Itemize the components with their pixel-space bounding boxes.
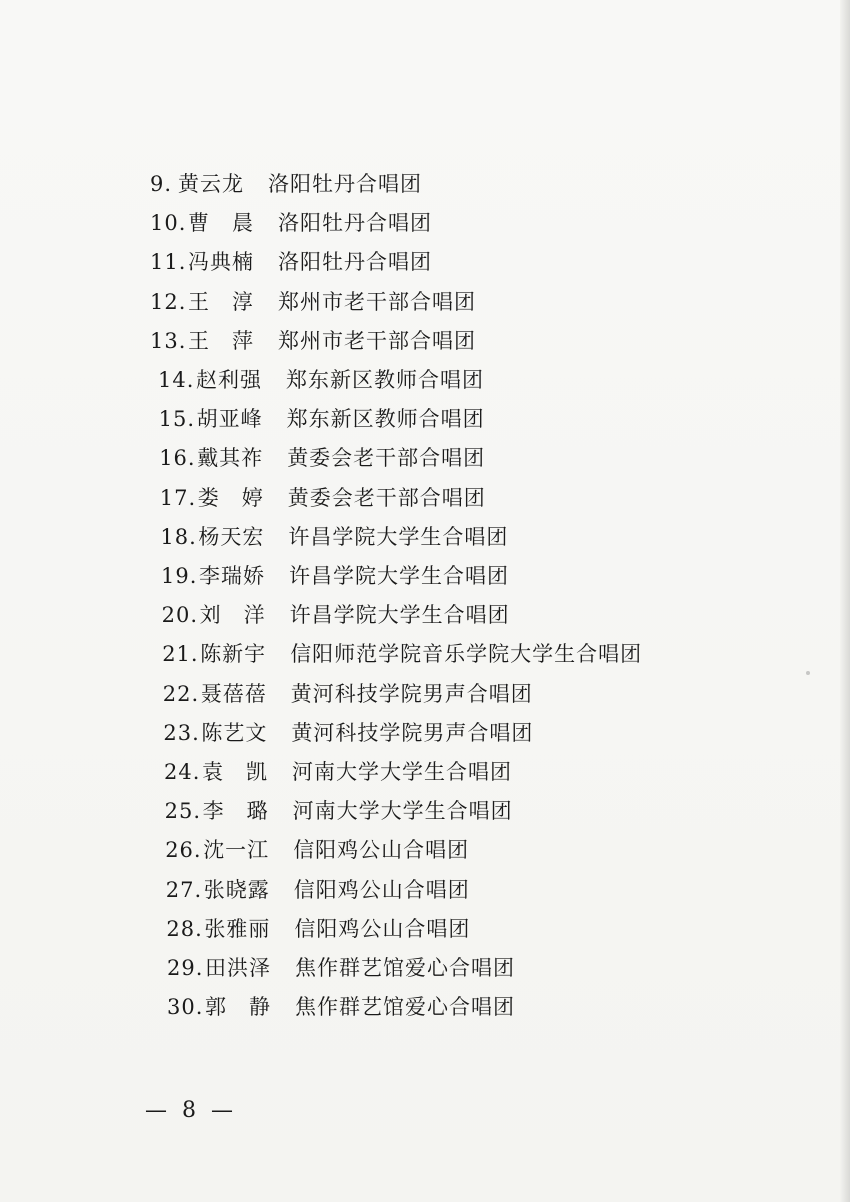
choir-name: 郑州市老干部合唱团 [278,328,476,353]
person-name: 张雅丽 [204,916,271,941]
list-item [150,327,476,355]
list-item [164,758,512,786]
list-item [166,876,470,904]
choir-name: 许昌学院大学生合唱团 [288,524,509,549]
choir-name: 许昌学院大学生合唱团 [289,603,510,628]
person-name: 聂蓓蓓 [200,681,267,706]
choir-name: 河南大学大学生合唱团 [292,760,512,784]
choir-name: 河南大学大学生合唱团 [292,799,513,824]
person-name: 袁 凯 [202,760,268,784]
list-item [163,719,533,747]
item-number: 27. [165,877,203,902]
person-name: 黄云龙 [178,172,244,196]
item-number: 16. [159,446,196,471]
list-item [162,640,642,668]
choir-name: 许昌学院大学生合唱团 [289,564,509,588]
person-name: 郭 静 [205,995,271,1020]
item-number: 14. [158,368,195,392]
choir-name: 洛阳牡丹合唱团 [268,172,422,196]
item-number: 23. [163,720,200,745]
item-number: 22. [162,681,200,706]
person-name: 冯典楠 [188,250,254,275]
choir-name: 黄委会老干部合唱团 [287,485,486,510]
list-item [160,523,508,551]
item-number: 28. [166,916,203,941]
item-number: 19. [161,564,198,588]
person-name: 戴其祚 [197,446,264,471]
list-item [162,601,510,629]
item-number: 18. [160,524,197,549]
list-item [166,915,470,943]
person-name: 王 萍 [188,328,254,353]
item-number: 21. [162,642,199,667]
choir-name: 信阳鸡公山合唱团 [294,916,471,941]
person-name: 曹 晨 [188,211,254,236]
list-item [161,562,509,590]
item-number: 12. [150,289,187,314]
item-number: 11. [150,250,187,275]
choir-name: 黄河科技学院男声合唱团 [290,681,533,706]
choir-name: 郑东新区教师合唱团 [286,407,485,432]
list-item [167,954,515,982]
choir-name: 焦作群艺馆爱心合唱团 [295,995,515,1020]
list-item [163,680,533,708]
page-number: — 8 — [145,1098,237,1123]
list-item [160,484,486,512]
list-item [159,444,485,472]
person-name: 沈一江 [203,838,270,863]
choir-name: 信阳师范学院音乐学院大学生合唱团 [290,642,643,667]
person-name: 田洪泽 [205,956,271,980]
item-number: 26. [165,838,202,863]
person-name: 李 璐 [202,799,269,824]
choir-name: 焦作群艺馆爱心合唱团 [295,956,515,980]
choir-name: 洛阳牡丹合唱团 [278,211,432,236]
person-name: 王 淳 [188,289,254,314]
item-number: 15. [158,407,195,432]
choir-name: 郑东新区教师合唱团 [286,368,484,392]
person-name: 李瑞娇 [199,564,265,588]
page-edge [840,0,850,1202]
item-number: 25. [164,799,201,824]
choir-name: 洛阳牡丹合唱团 [278,250,432,275]
list-item [150,248,432,276]
person-name: 张晓露 [203,877,270,902]
list-item [150,170,422,198]
choir-name: 郑州市老干部合唱团 [278,289,476,314]
item-number: 17. [159,485,197,510]
item-number: 9. [150,172,173,196]
person-name: 赵利强 [196,368,262,392]
list-item [167,993,515,1021]
scan-speck [806,671,810,675]
list-item [165,836,469,864]
item-number: 10. [150,211,187,236]
choir-name: 黄委会老干部合唱团 [287,446,486,471]
choir-name: 黄河科技学院男声合唱团 [291,720,534,745]
person-name: 胡亚峰 [196,407,263,432]
choir-name: 信阳鸡公山合唱团 [293,838,470,863]
person-name: 杨天宏 [198,524,265,549]
item-number: 29. [167,956,204,980]
choir-name: 信阳鸡公山合唱团 [293,877,470,902]
item-number: 24. [164,760,201,784]
person-name: 陈新宇 [200,642,267,667]
person-name: 陈艺文 [201,720,268,745]
item-number: 20. [161,603,198,628]
person-name: 娄 婷 [197,485,264,510]
list-item [150,209,432,237]
list-item [158,366,484,394]
item-number: 13. [150,328,187,353]
list-item [165,797,513,825]
list-item [150,288,476,316]
list-item [159,405,485,433]
item-number: 30. [167,995,204,1020]
person-name: 刘 洋 [199,603,266,628]
